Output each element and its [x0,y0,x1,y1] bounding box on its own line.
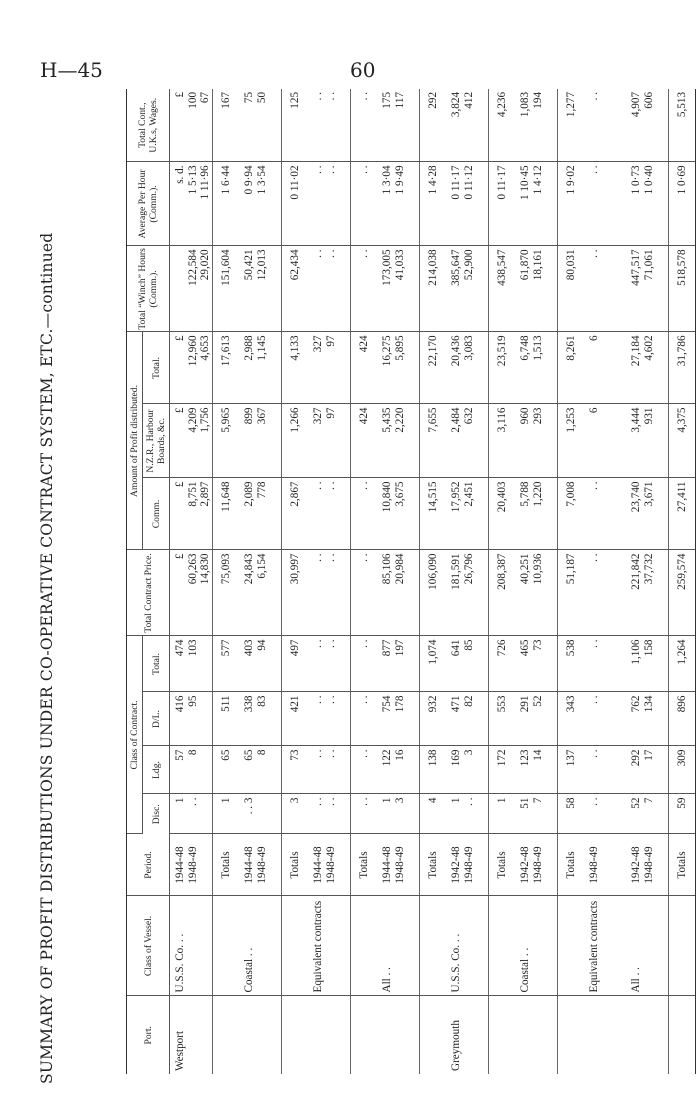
cell-ldg: 65 8 [239,746,282,794]
cell-port: Greymouth [450,1020,463,1071]
cell-period: 1944-48 1948-49 [239,834,282,896]
cell-ldg: 138 [420,746,447,794]
table-row [308,89,351,1074]
cell-dl: 511 [213,692,240,746]
header-disc: Disc. [143,794,170,834]
cell-avg: 1 4·28 [420,162,447,246]
cell-harbour: 327 97 [308,404,351,478]
cell-winch: 61,870 18,161 [515,246,558,332]
totals-row [489,89,516,1074]
cell-disc: 3 [282,794,309,834]
totals-row [282,89,309,1074]
header-wages: Total Cont., U.K.s, Wages. [127,89,170,162]
cell-port [239,996,282,1074]
totals-row [558,89,585,1074]
totals-row [420,89,447,1074]
cell-ptotal: 27,184 4,602 [626,332,669,404]
cell-ldg: 57 8 [170,746,213,794]
cell-period: 1948-49 [584,834,626,896]
cell-period: 1944-48 1948-49 [308,834,351,896]
cell-period: Totals [282,834,309,896]
cell-wages: 5,513 [669,89,696,162]
cell-wages: 125 [282,89,309,162]
cell-wages: . . . . [308,89,351,162]
cell-port [377,996,420,1074]
cell-ldg: 172 [489,746,516,794]
cell-period: Totals [420,834,447,896]
cell-harbour: 7,655 [420,404,447,478]
cell-disc: 1 [489,794,516,834]
cell-avg: s. d. 1 5·13 1 11·96 [170,162,213,246]
cell-vessel: Equivalent contracts [308,896,351,996]
cell-avg: 1 10·45 1 4·12 [515,162,558,246]
cell-total: 877 197 [377,636,420,692]
totals-row [213,89,240,1074]
cell-disc: . . [584,794,626,834]
cell-ptotal: 20,436 3,083 [446,332,489,404]
cell-wages: £ 100 67 [170,89,213,162]
header-contract-price: Total Contract Price. [127,550,170,636]
cell-ldg: . . . . [308,746,351,794]
cell-wages: 167 [213,89,240,162]
cell-price: £ 60,263 14,830 [170,550,213,636]
cell-comm: 23,740 3,671 [626,478,669,550]
cell-comm: 7,008 [558,478,585,550]
cell-total: 403 94 [239,636,282,692]
cell-dl: 754 178 [377,692,420,746]
cell-comm: 2,867 [282,478,309,550]
cell-ptotal: 17,613 [213,332,240,404]
totals-row [351,89,378,1074]
cell-avg: 0 9·94 1 3·54 [239,162,282,246]
cell-port [558,996,585,1074]
cell-winch: 214,038 [420,246,447,332]
cell-disc: 52 7 [626,794,669,834]
cell-ldg: 309 [669,746,696,794]
cell-port [626,996,669,1074]
cell-ptotal: 2,988 1,145 [239,332,282,404]
cell-period: 1944-48 1948-49 [377,834,420,896]
cell-comm: 11,648 [213,478,240,550]
table-row [515,89,558,1074]
cell-avg: 1 9·02 [558,162,585,246]
cell-period: Totals [351,834,378,896]
cell-wages: . . [584,89,626,162]
cell-price: 30,997 [282,550,309,636]
cell-winch: 122,584 29,020 [170,246,213,332]
cell-harbour: 5,965 [213,404,240,478]
cell-period: 1942-48 1948-49 [515,834,558,896]
cell-wages: 4,236 [489,89,516,162]
cell-comm: . . [584,478,626,550]
cell-disc: 58 [558,794,585,834]
cell-price: 85,106 20,984 [377,550,420,636]
cell-harbour: 6 [584,404,626,478]
cell-port [282,996,309,1074]
cell-ptotal: 8,261 [558,332,585,404]
cell-wages: 292 [420,89,447,162]
cell-harbour: 1,253 [558,404,585,478]
cell-price: 221,842 37,732 [626,550,669,636]
cell-total: . . [351,636,378,692]
cell-ptotal: 4,133 [282,332,309,404]
page-reference: H—45 [40,58,103,82]
cell-harbour: 4,375 [669,404,696,478]
cell-ptotal: 6 [584,332,626,404]
cell-period: Totals [213,834,240,896]
cell-winch: 173,005 41,033 [377,246,420,332]
cell-port [420,996,447,1074]
header-vessel: Class of Vessel. [127,896,170,996]
cell-wages: . . [351,89,378,162]
cell-vessel: Coastal . . [515,896,558,996]
cell-disc: 51 7 [515,794,558,834]
cell-vessel: Equivalent contracts [584,896,626,996]
table-row [584,89,626,1074]
cell-disc: 1 . . [446,794,489,834]
cell-avg: 1 0·73 1 0·40 [626,162,669,246]
cell-vessel: U.S.S. Co. . . [170,896,213,996]
cell-harbour: £ 4,209 1,756 [170,404,213,478]
cell-comm: 27,411 [669,478,696,550]
cell-winch: 447,517 71,061 [626,246,669,332]
cell-avg: 0 11·02 [282,162,309,246]
cell-ptotal: 424 [351,332,378,404]
cell-dl: 416 95 [170,692,213,746]
cell-total: 465 73 [515,636,558,692]
cell-price: 259,574 [669,550,696,636]
cell-vessel [213,896,240,996]
cell-comm: £ 8,751 2,897 [170,478,213,550]
cell-harbour: 3,116 [489,404,516,478]
cell-disc: 1 . . [170,794,213,834]
cell-vessel [669,896,696,996]
cell-port [351,996,378,1074]
cell-harbour: 899 367 [239,404,282,478]
cell-total: 577 [213,636,240,692]
profit-distribution-table [126,89,696,1074]
header-profit-total: Total. [143,332,170,404]
cell-wages: 4,907 606 [626,89,669,162]
cell-total: . . [584,636,626,692]
cell-disc: . . . . [308,794,351,834]
cell-ptotal: 31,786 [669,332,696,404]
cell-total: 1,074 [420,636,447,692]
cell-ptotal: 6,748 1,513 [515,332,558,404]
cell-price: . . [584,550,626,636]
table-title: SUMMARY OF PROFIT DISTRIBUTIONS UNDER CO-OPERATIVE CONTRACT SYSTEM, ETC.—continued [38,232,56,1084]
cell-disc: 4 [420,794,447,834]
cell-winch: 518,578 [669,246,696,332]
header-port: Port. [127,996,170,1074]
cell-comm: . . [351,478,378,550]
cell-price: 24,843 6,154 [239,550,282,636]
header-profit-group: Amount of Profit distributed. [127,332,143,550]
cell-port [308,996,351,1074]
cell-avg: 1 3·04 1 9·49 [377,162,420,246]
cell-price: 181,591 26,796 [446,550,489,636]
cell-price: 40,251 10,936 [515,550,558,636]
cell-winch: 80,031 [558,246,585,332]
cell-total: 497 [282,636,309,692]
cell-comm: 10,840 3,675 [377,478,420,550]
cell-ldg: . . [351,746,378,794]
cell-ldg: 292 17 [626,746,669,794]
cell-avg: 1 6·44 [213,162,240,246]
table-row [239,89,282,1074]
cell-vessel: All . . [377,896,420,996]
cell-harbour: 960 293 [515,404,558,478]
cell-wages: 1,083 194 [515,89,558,162]
header-class-group: Class of Contract. [127,636,143,834]
cell-comm: 17,952 2,451 [446,478,489,550]
cell-port [213,996,240,1074]
cell-wages: 1,277 [558,89,585,162]
cell-ldg: 123 14 [515,746,558,794]
cell-ptotal: 327 97 [308,332,351,404]
cell-winch: . . [584,246,626,332]
header-ldg: Ldg. [143,746,170,794]
header-period: Period. [127,834,170,896]
cell-winch: 62,434 [282,246,309,332]
cell-harbour: 2,484 632 [446,404,489,478]
cell-comm: 20,403 [489,478,516,550]
cell-period: Totals [669,834,696,896]
cell-vessel: U.S.S. Co. . . [446,896,489,996]
cell-harbour: 424 [351,404,378,478]
cell-wages: 75 50 [239,89,282,162]
cell-ldg: . . [584,746,626,794]
cell-period: 1942-48 1948-49 [446,834,489,896]
cell-total: . . . . [308,636,351,692]
cell-dl: . . [584,692,626,746]
cell-ldg: 169 3 [446,746,489,794]
cell-vessel: All . . [626,896,669,996]
cell-port [515,996,558,1074]
cell-vessel [558,896,585,996]
table-row [446,89,489,1074]
cell-dl: 553 [489,692,516,746]
cell-ptotal: £ 12,960 4,653 [170,332,213,404]
cell-disc: . . 3 [239,794,282,834]
cell-price: . . . . [308,550,351,636]
cell-ldg: 73 [282,746,309,794]
cell-vessel [282,896,309,996]
cell-dl: 338 83 [239,692,282,746]
table-row [626,89,669,1074]
cell-avg: 1 0·69 [669,162,696,246]
cell-ptotal: 23,519 [489,332,516,404]
cell-price: . . [351,550,378,636]
cell-period: 1942-48 1948-49 [626,834,669,896]
cell-dl: 762 134 [626,692,669,746]
cell-avg: . . . . [308,162,351,246]
cell-price: 75,093 [213,550,240,636]
cell-harbour: 1,266 [282,404,309,478]
cell-total: 474 103 [170,636,213,692]
table-body [170,89,696,1074]
cell-dl: 932 [420,692,447,746]
cell-port [489,996,516,1074]
cell-total: 1,264 [669,636,696,692]
cell-harbour: 3,444 931 [626,404,669,478]
cell-port [584,996,626,1074]
cell-ldg: 65 [213,746,240,794]
cell-wages: 3,824 412 [446,89,489,162]
cell-comm: . . . . [308,478,351,550]
cell-ptotal: 22,170 [420,332,447,404]
cell-vessel [489,896,516,996]
cell-ldg: 137 [558,746,585,794]
header-comm: Comm. [143,478,170,550]
cell-price: 51,187 [558,550,585,636]
cell-total: 538 [558,636,585,692]
cell-comm: 2,089 778 [239,478,282,550]
header-harbour: N.Z.R., Harbour Boards, &c. [143,404,170,478]
cell-winch: 151,604 [213,246,240,332]
cell-vessel [420,896,447,996]
table-row [377,89,420,1074]
cell-total: 1,106 158 [626,636,669,692]
cell-avg: . . [584,162,626,246]
cell-port [669,996,696,1074]
cell-winch: 50,421 12,013 [239,246,282,332]
cell-disc: 1 [213,794,240,834]
cell-dl: 896 [669,692,696,746]
cell-price: 208,387 [489,550,516,636]
totals-row [669,89,696,1074]
cell-ptotal: 16,275 5,895 [377,332,420,404]
cell-dl: 421 [282,692,309,746]
cell-disc: . . [351,794,378,834]
cell-avg: 0 11·17 0 11·12 [446,162,489,246]
cell-dl: 343 [558,692,585,746]
page-number: 60 [350,58,376,82]
table-row [170,89,213,1074]
cell-total: 641 85 [446,636,489,692]
cell-price: 106,090 [420,550,447,636]
cell-vessel: Coastal . . [239,896,282,996]
cell-vessel [351,896,378,996]
cell-winch: 385,647 52,900 [446,246,489,332]
cell-winch: 438,547 [489,246,516,332]
cell-total: 726 [489,636,516,692]
cell-period: Totals [558,834,585,896]
header-average: Average Per Hour (Comm.). [127,162,170,246]
cell-comm: 5,788 1,220 [515,478,558,550]
cell-dl: . . [351,692,378,746]
cell-disc: 1 3 [377,794,420,834]
cell-winch: . . [351,246,378,332]
cell-comm: 14,515 [420,478,447,550]
cell-disc: 59 [669,794,696,834]
cell-port: Westport [174,1030,187,1071]
cell-period: Totals [489,834,516,896]
cell-dl: . . . . [308,692,351,746]
cell-dl: 291 52 [515,692,558,746]
cell-wages: 175 117 [377,89,420,162]
header-class-total: Total. [143,636,170,692]
cell-period: 1944-48 1948-49 [170,834,213,896]
cell-avg: 0 11·17 [489,162,516,246]
cell-ldg: 122 16 [377,746,420,794]
cell-avg: . . [351,162,378,246]
cell-dl: 471 82 [446,692,489,746]
cell-winch: . . . . [308,246,351,332]
header-winch-hours: Total “Winch” Hours (Comm.). [127,246,170,332]
cell-harbour: 5,435 2,220 [377,404,420,478]
header-dl: D/L. [143,692,170,746]
rotated-table-container [126,89,688,1074]
